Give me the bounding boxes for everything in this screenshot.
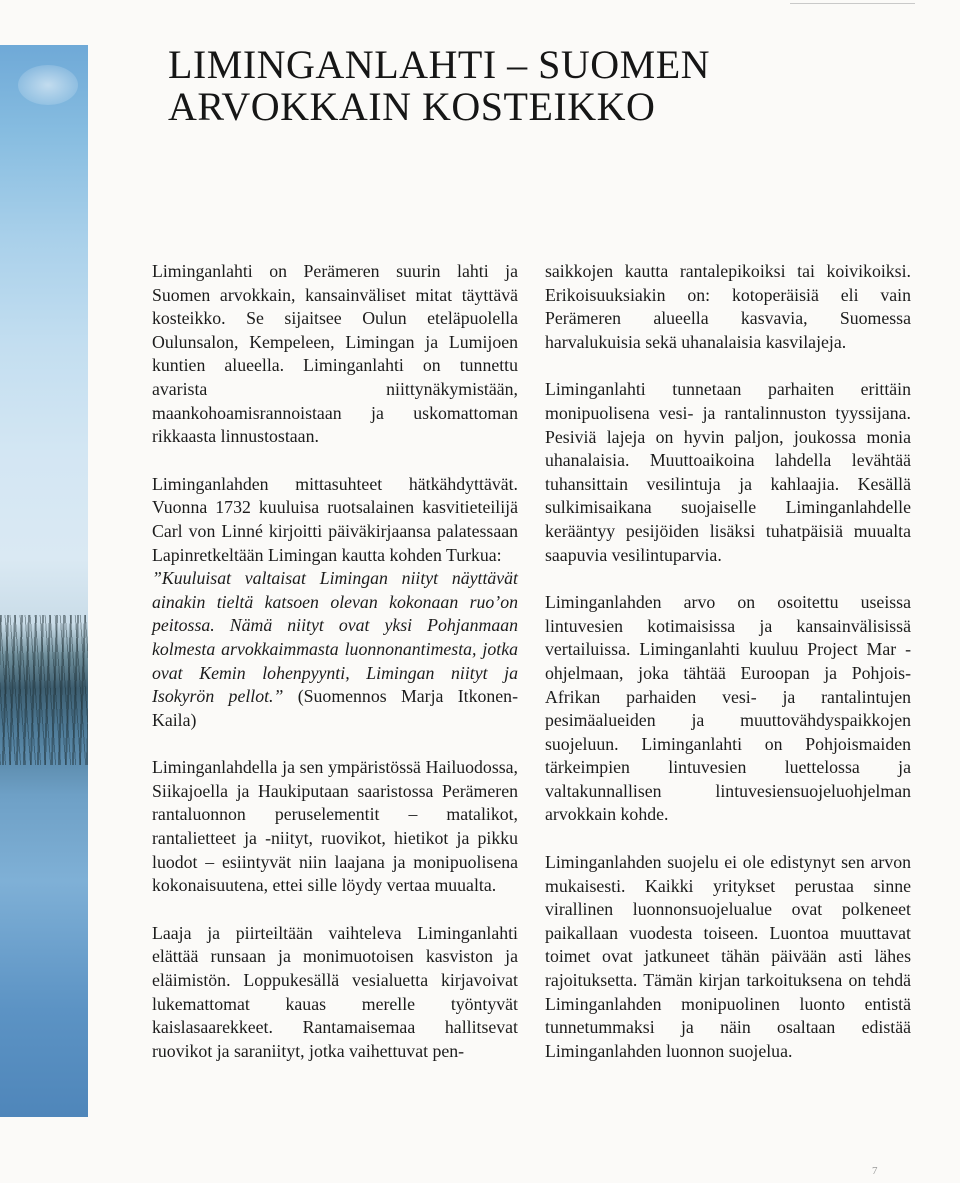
- paragraph: Liminganlahti tunnetaan parhaiten erittäin monipuolisena vesi- ja rantalinnuston tyyssijana. Pesiviä lajeja on hyvin paljon, joukossa monia uhanalaisia. Muuttoaikoina lahdella levähtää tuhansittain vesilintuja ja kahlaajia. Kesällä sulkimisaikana suojaiselle Liminganlahdelle kerääntyy pesijöiden lisäksi tuhatpäisiä muualta saapuvia vesilintuparvia.: [545, 379, 911, 565]
- linne-intro: Liminganlahden mittasuhteet hätkähdyttävät. Vuonna 1732 kuuluisa ruotsalainen kasvitieteilijä Carl von Linné kirjoitti päiväkirjaansa palatessaan Lapinretkeltään Limingan kautta kohden Turkua:: [152, 473, 518, 565]
- paragraph: saikkojen kautta rantalepikoiksi tai koivikoiksi. Erikoisuuksiakin on: kotoperäisiä eli vain Perämeren alueella kasvavia, Suomessa harvalukuisia sekä uhanalaisia kasvilajeja.: [545, 261, 911, 352]
- page-number: 7: [872, 1165, 878, 1177]
- paragraph: Liminganlahden suojelu ei ole edistynyt sen arvon mukaisesti. Kaikki yritykset perustaa sinne virallinen luonnonsuojelualue ovat polkeneet paikallaan vuodesta toiseen. Luontoa muuttavat toimet ovat jatkuneet tähän päivään asti lähes rajoituksetta. Tämän kirjan tarkoituksena on tehdä Liminganlahden monipuolinen luonto entistä tunnetummaksi ja näin osaltaan edistää Liminganlahden luonnon suojelua.: [545, 852, 911, 1061]
- linne-quote: ”Kuuluisat valtaisat Limingan niityt näyttävät ainakin tieltä katsoen olevan kokonaan ruo’on peitossa. Nämä niityt ovat yksi Pohjanmaan kolmesta arvokkaimmasta luonnonantimesta, jotka ovat Kemin lohenpyynti, Limingan niityt ja Isokyrön pellot.”: [152, 568, 518, 707]
- title-line-2: ARVOKKAIN KOSTEIKKO: [168, 84, 656, 129]
- paragraph: Liminganlahdella ja sen ympäristössä Hailuodossa, Siikajoella ja Haukiputaan saaristossa Perämeren rantaluonnon peruselementit – matalikot, rantalietteet ja -niityt, ruovikot, hietikot ja pikku luodot – esiintyvät niin laajana ja monipuolisena kokonaisuutena, ettei sille löydy vertaa muualta.: [152, 757, 518, 896]
- left-column: [152, 260, 518, 1087]
- translation-credit: (Suomennos Marja Itkonen-Kaila): [152, 686, 518, 730]
- paragraph-linne: [152, 473, 518, 733]
- paragraph: Laaja ja piirteiltään vaihteleva Liminganlahti elättää runsaan ja monimuotoisen kasviston ja eläimistön. Loppukesällä vesialuetta kirjavoivat lukemattomat kauas merelle työntyvät kaislasaarekkeet. Rantamaisemaa hallitsevat ruovikot ja saraniityt, jotka vaihettuvat pen-: [152, 922, 518, 1061]
- right-column: [545, 260, 911, 1087]
- reeds: [0, 615, 88, 765]
- page-title: [168, 44, 788, 128]
- paragraph: Liminganlahden arvo on osoitettu useissa lintuvesien kotimaisissa ja kansainvälisissä vertailuissa. Liminganlahti kuuluu Project Mar -ohjelmaan, joka tähtää Euroopan ja Pohjois-Afrikan parhaiden vesi- ja rantalintujen pesimäalueiden ja muuttovähdyspaikkojen suojeluun. Liminganlahti on Pohjoismaiden tärkeimpien lintuvesien luettelossa ja valtakunnallisen lintuvesiensuojeluohjelman arvokkain kohde.: [545, 592, 911, 825]
- lake-photo-strip: [0, 45, 88, 1117]
- paragraph: Liminganlahti on Perämeren suurin lahti ja Suomen arvokkain, kansainväliset mitat täyttävä kosteikko. Se sijaitsee Oulun eteläpuolella Oulunsalon, Kempeleen, Limingan ja Lumijoen kuntien alueella. Liminganlahti on tunnettu avarista niittynäkymistään, maankohoamisrannoistaan ja uskomattoman rikkaasta linnustostaan.: [152, 261, 518, 447]
- top-rule: [790, 3, 915, 4]
- cloud: [18, 65, 78, 105]
- title-line-1: LIMINGANLAHTI – SUOMEN: [168, 42, 711, 87]
